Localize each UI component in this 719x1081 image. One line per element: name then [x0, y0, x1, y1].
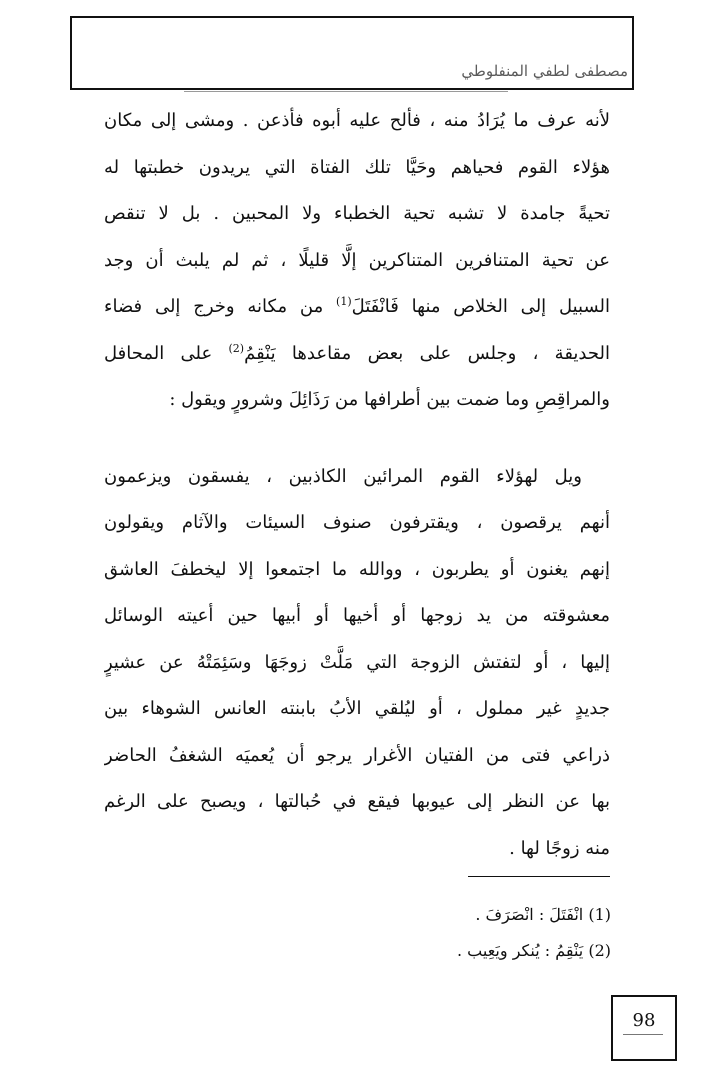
- text-line-with-footnote-ref: [104, 284, 610, 331]
- text-line: ويل لهؤلاء القوم المرائين الكاذبين ، يفسقون ويزعمون: [104, 465, 582, 487]
- text-line: معشوقته من يد زوجها أو أخيها أو أبيها حين أعيته الوسائل: [104, 605, 610, 626]
- footnote-ref-line: الحديقة ، وجلس على بعض مقاعدها يَنْقِمُ$^{(2)}$ على المحافل: [104, 341, 610, 364]
- footnotes: [457, 897, 611, 969]
- text-line: عن تحية المتنافرين المتناكرين إلَّا قليلًا ، ثم لم يلبث أن وجد: [104, 249, 610, 271]
- footnote-ref-line: السبيل إلى الخلاص منها فَانْفَتَلَ$^{(1)}$ من مكانه وخرج إلى فضاء: [104, 295, 610, 317]
- text-line: والمراقِصِ وما ضمت بين أطرافها من رَذَائِلَ وشرورٍ ويقول :: [169, 389, 610, 410]
- text-line: أنهم يرقصون ، ويقترفون صنوف السيئات والآثام ويقولون: [104, 512, 610, 533]
- text-line: منه زوجًا لها .: [509, 837, 610, 859]
- text-line: بها عن النظر إلى عيوبها فيقع في حُبالتها ، ويصبح على الرغم: [104, 791, 610, 812]
- body-text: [104, 98, 610, 872]
- text-line: ذراعي فتى من الفتيان الأغرار يرجو أن يُعميَه الشغفُ الحاضر: [104, 744, 610, 766]
- text-line: لأنه عرف ما يُرَادُ منه ، فألح عليه أبوه فأذعن . ومشى إلى مكان: [104, 110, 610, 131]
- text-line: هؤلاء القوم فحياهم وحَيَّا تلك الفتاة التي يريدون خطبتها له: [104, 156, 610, 178]
- footnote-2: (2) يَنْقِمُ : يُنكر ويَعِيب .: [457, 941, 611, 960]
- page-number-underline: [623, 1034, 663, 1035]
- footnote-1: (1) انْفَتَلَ : انْصَرَفَ .: [475, 905, 611, 924]
- text-line: إنهم يغنون أو يطربون ، ووالله ما اجتمعوا إلا ليخطفَ العاشق: [104, 558, 610, 580]
- footnote-ref: (1): [336, 295, 352, 308]
- text-line-with-footnote-ref: [104, 331, 610, 378]
- footnote-ref: (2): [228, 341, 245, 355]
- text-line: تحيةً جامدة لا تشبه تحية الخطباء ولا المحبين . بل لا تنقص: [104, 203, 610, 224]
- running-title: مصطفى لطفي المنفلوطي: [461, 62, 628, 80]
- page-number: 98: [632, 1010, 656, 1031]
- header-rule: [184, 91, 508, 92]
- footnote-separator: [468, 876, 610, 877]
- text-line: جديدٍ غير مملول ، أو ليُلقي الأبُ بابنته العانس الشوهاء بين: [104, 698, 610, 719]
- text-line: إليها ، أو لتفتش الزوجة التي مَلَّتْ زوجَهَا وسَئِمَتْهُ عن عشيرٍ: [104, 651, 610, 673]
- paragraph-gap: [104, 424, 610, 454]
- page-number-box: [611, 995, 677, 1061]
